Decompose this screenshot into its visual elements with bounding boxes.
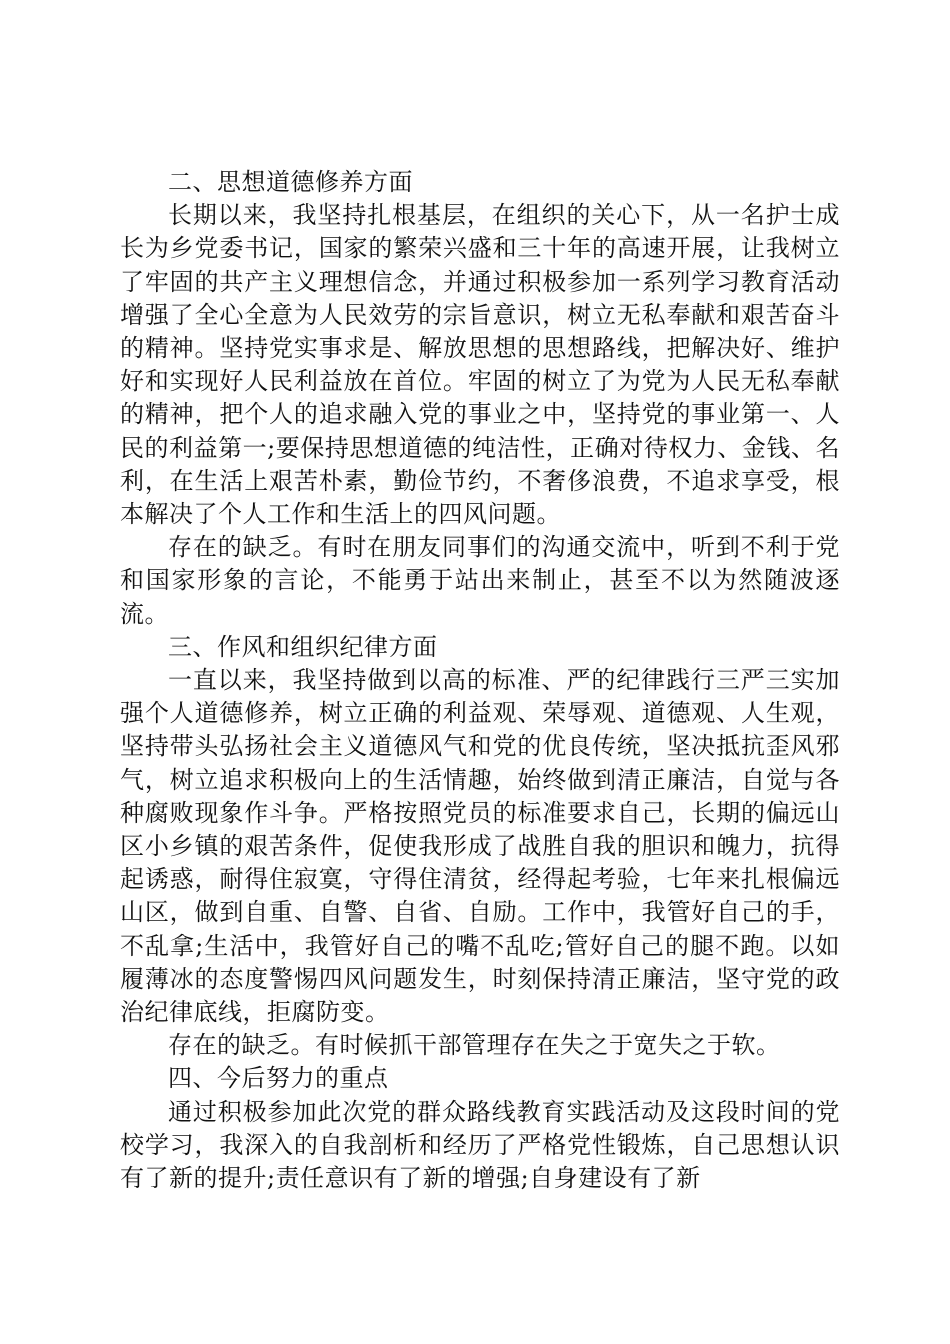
paragraph-shortcomings-1: 存在的缺乏。有时在朋友同事们的沟通交流中，听到不利于党和国家形象的言论，不能勇于站出来制止，甚至不以为然随波逐流。 — [120, 533, 840, 628]
section-heading-style-discipline: 三、作风和组织纪律方面 — [168, 632, 438, 661]
document-body — [120, 166, 840, 1195]
paragraph-future-focus: 通过积极参加此次党的群众路线教育实践活动及这段时间的党校学习，我深入的自我剖析和经历了严格党性锻炼，自己思想认识有了新的提升;责任意识有了新的增强;自身建设有了新 — [120, 1097, 840, 1193]
paragraph-ideology-morality: 长期以来，我坚持扎根基层，在组织的关心下，从一名护士成长为乡党委书记，国家的繁荣兴盛和三十年的高速开展，让我树立了牢固的共产主义理想信念，并通过积极参加一系列学习教育活动增强了全心全意为人民效劳的宗旨意识，树立无私奉献和艰苦奋斗的精神。坚持党实事求是、解放思想的思想路线，把解决好、维护好和实现好人民利益放在首位。牢固的树立了为党为人民无私奉献的精神，把个人的追求融入党的事业之中，坚持党的事业第一、人民的利益第一;要保持思想道德的纯洁性，正确对待权力、金钱、名利，在生活上艰苦朴素，勤俭节约，不奢侈浪费，不追求享受，根本解决了个人工作和生活上的四风问题。 — [120, 201, 840, 529]
paragraph-style-discipline: 一直以来，我坚持做到以高的标准、严的纪律践行三严三实加强个人道德修养，树立正确的利益观、荣辱观、道德观、人生观，坚持带头弘扬社会主义道德风气和党的优良传统，坚决抵抗歪风邪气，树立追求积极向上的生活情趣，始终做到清正廉洁，自觉与各种腐败现象作斗争。严格按照党员的标准要求自己，长期的偏远山区小乡镇的艰苦条件，促使我形成了战胜自我的胆识和魄力，抗得起诱惑，耐得住寂寞，守得住清贫，经得起考验，七年来扎根偏远山区，做到自重、自警、自省、自励。工作中，我管好自己的手，不乱拿;生活中，我管好自己的嘴不乱吃;管好自己的腿不跑。以如履薄冰的态度警惕四风问题发生，时刻保持清正廉洁，坚守党的政治纪律底线，拒腐防变。 — [120, 666, 840, 1027]
paragraph-shortcomings-2: 存在的缺乏。有时候抓干部管理存在失之于宽失之于软。 — [168, 1031, 781, 1060]
section-heading-ideology-morality: 二、思想道德修养方面 — [168, 168, 413, 196]
section-heading-future-focus: 四、今后努力的重点 — [168, 1064, 389, 1093]
